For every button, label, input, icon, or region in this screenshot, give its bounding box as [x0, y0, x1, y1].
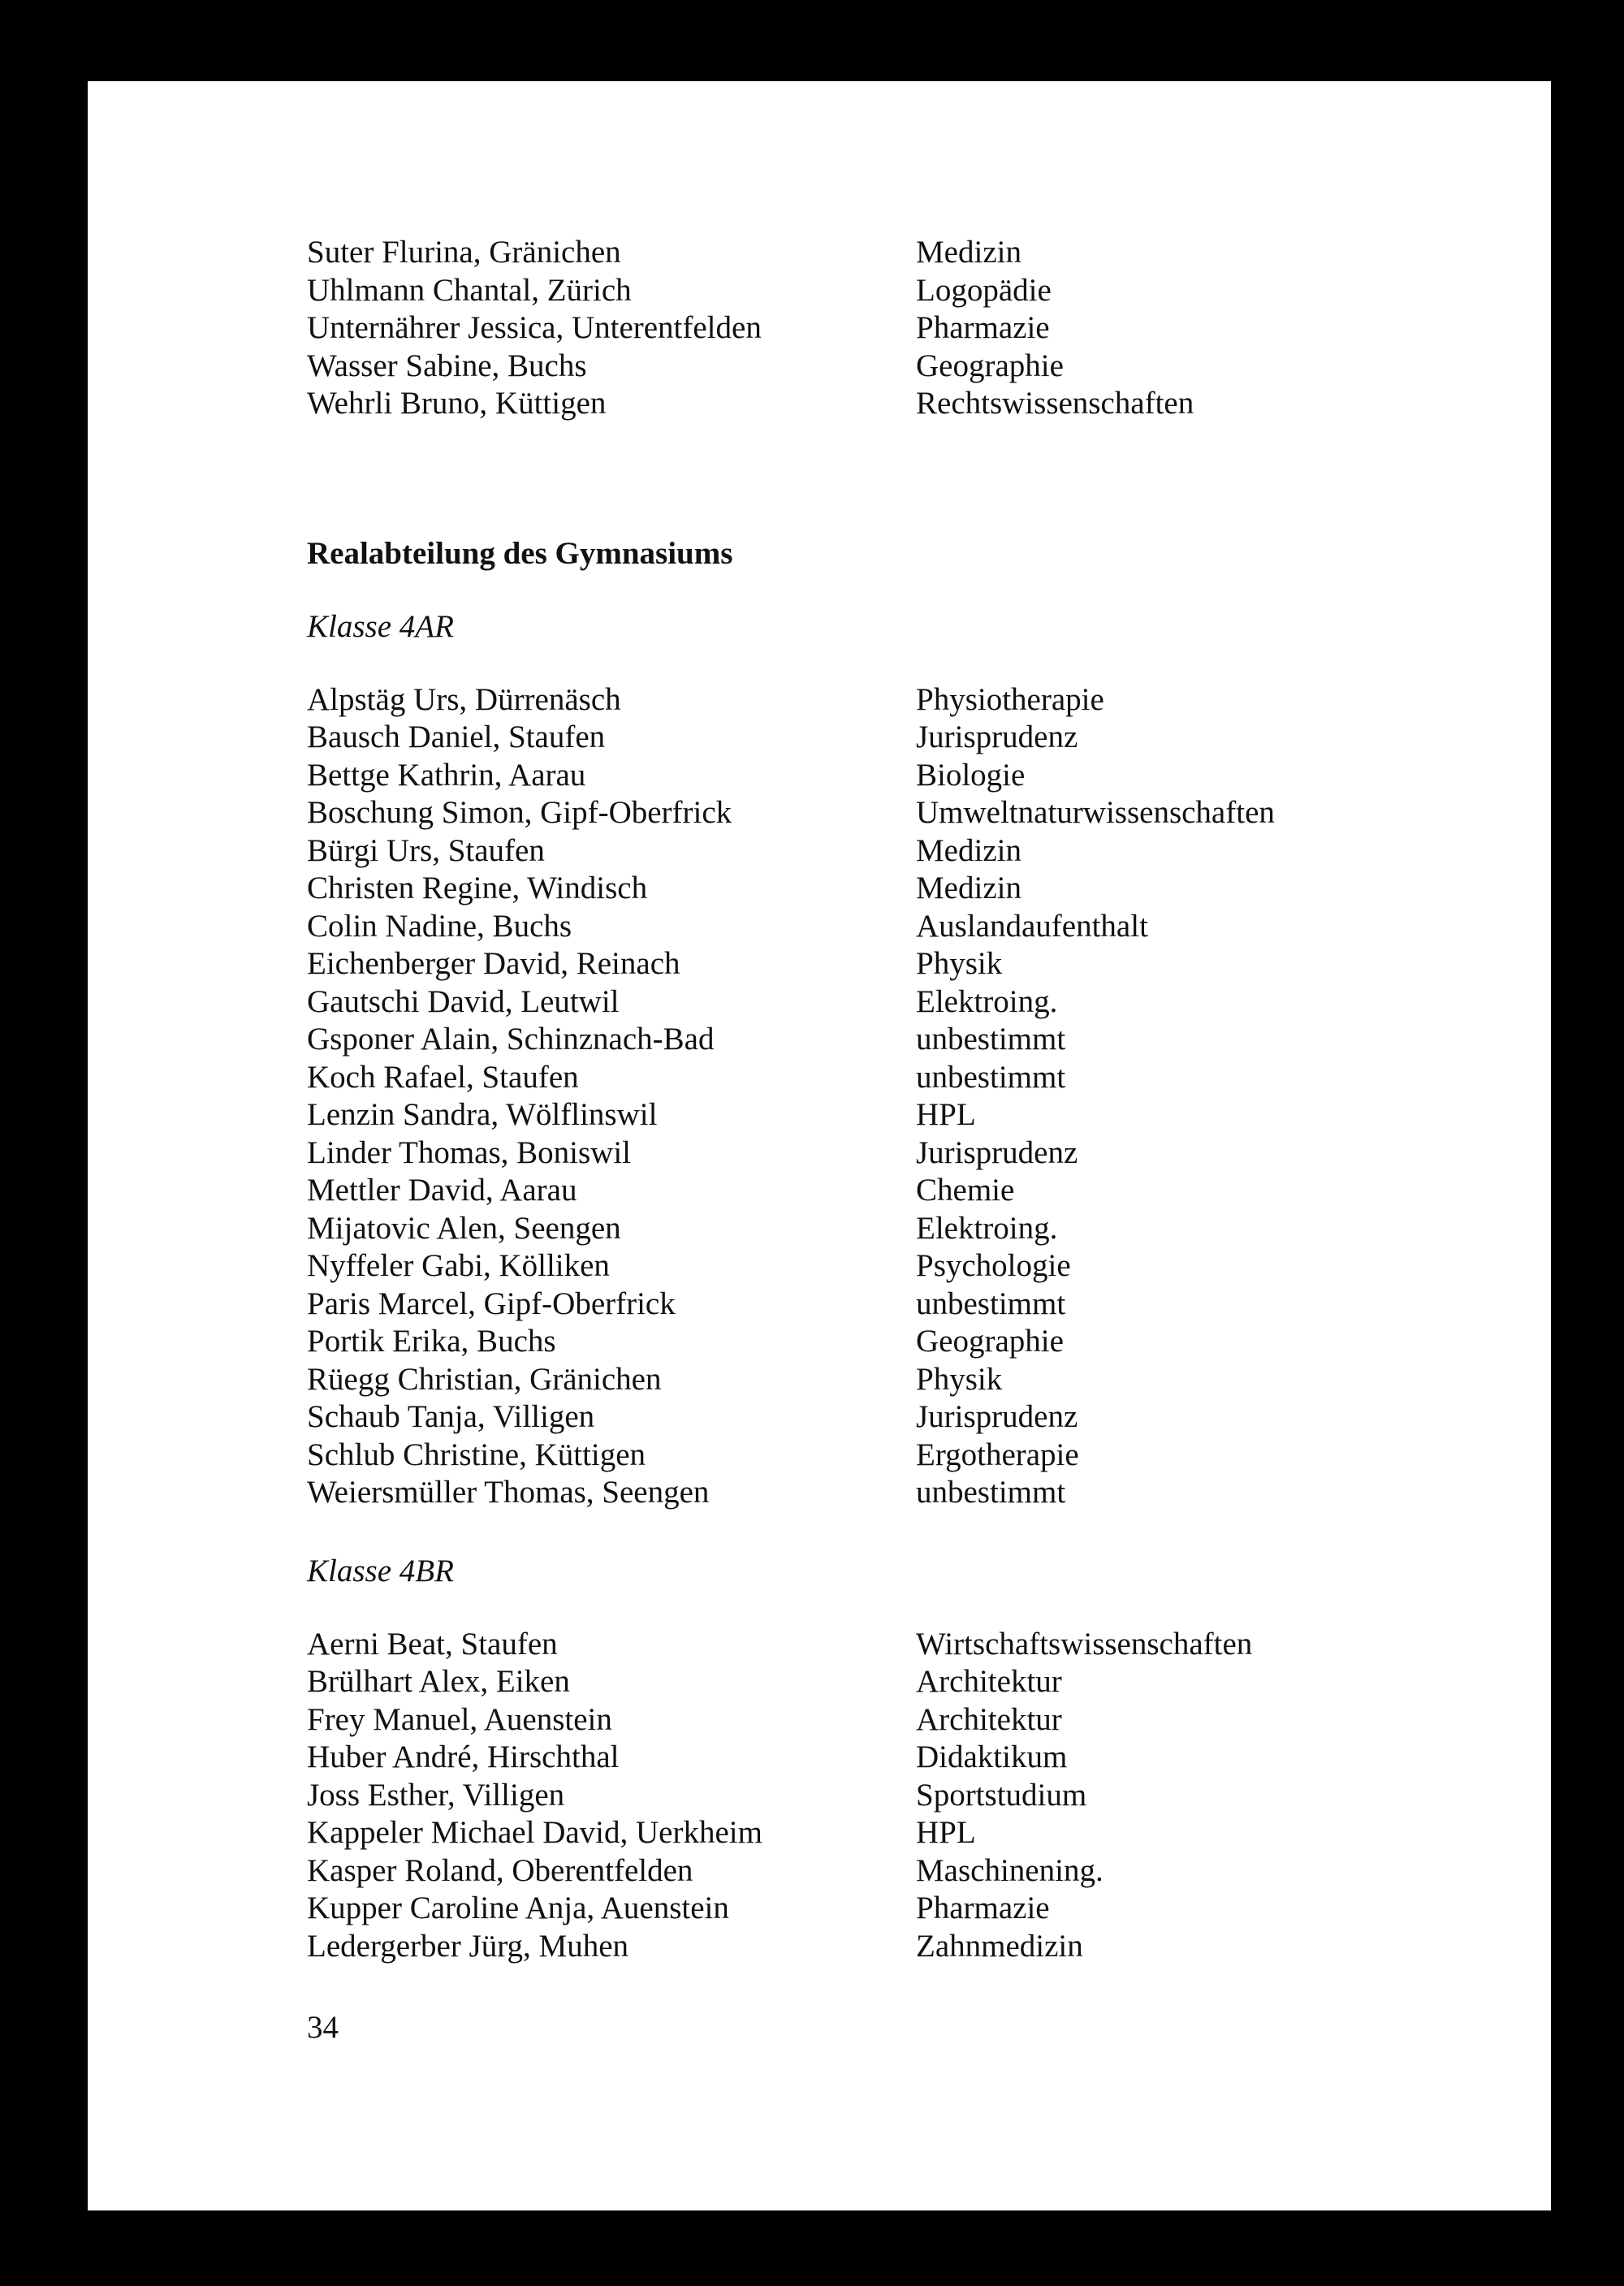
study-field: Jurisprudenz	[916, 720, 1078, 754]
list-item	[307, 1928, 1444, 1966]
list-item	[307, 1361, 1444, 1399]
study-field: Pharmazie	[916, 310, 1050, 345]
list-item	[307, 1437, 1444, 1475]
list-item	[307, 309, 1444, 348]
list-item	[307, 1890, 1444, 1928]
student-name: Bürgi Urs, Staufen	[307, 832, 545, 868]
list-item	[307, 1814, 1444, 1852]
list-item	[307, 234, 1444, 272]
list-item	[307, 1626, 1444, 1664]
study-field: Jurisprudenz	[916, 1399, 1078, 1434]
student-name: Alpstäg Urs, Dürrenäsch	[307, 681, 621, 717]
study-field: Rechtswissenschaften	[916, 386, 1194, 421]
list-item	[307, 719, 1444, 757]
list-item	[307, 832, 1444, 871]
student-name: Joss Esther, Villigen	[307, 1777, 565, 1813]
study-field: Ergotherapie	[916, 1437, 1079, 1472]
student-name: Linder Thomas, Boniswil	[307, 1134, 632, 1170]
study-field: Maschinening.	[916, 1852, 1104, 1888]
student-name: Suter Flurina, Gränichen	[307, 235, 621, 270]
student-name: Huber André, Hirschthal	[307, 1739, 620, 1774]
study-field: unbestimmt	[916, 1059, 1066, 1095]
study-field: Sportstudium	[916, 1777, 1087, 1813]
study-field: Logopädie	[916, 272, 1052, 308]
list-item	[307, 908, 1444, 946]
study-field: HPL	[916, 1815, 976, 1850]
document-page	[88, 81, 1551, 2210]
study-field: Geographie	[916, 348, 1064, 383]
student-name: Bettge Kathrin, Aarau	[307, 757, 586, 793]
student-name: Lenzin Sandra, Wölflinswil	[307, 1097, 658, 1132]
study-field: Biologie	[916, 757, 1026, 793]
student-name: Schaub Tanja, Villigen	[307, 1399, 595, 1434]
list-item	[307, 1398, 1444, 1437]
list-item	[307, 1134, 1444, 1173]
study-field: Psychologie	[916, 1248, 1071, 1283]
study-field: Chemie	[916, 1173, 1015, 1208]
page-number: 34	[307, 2010, 339, 2045]
page-content	[307, 234, 1444, 2046]
study-field: Physik	[916, 946, 1003, 981]
student-name: Ledergerber Jürg, Muhen	[307, 1928, 629, 1964]
list-item	[307, 983, 1444, 1022]
study-field: Geographie	[916, 1324, 1064, 1359]
class-4br-list	[307, 1626, 1444, 1966]
list-item	[307, 1247, 1444, 1286]
study-field: Elektroing.	[916, 983, 1058, 1019]
study-field: Zahnmedizin	[916, 1928, 1083, 1964]
list-item	[307, 348, 1444, 386]
student-name: Kappeler Michael David, Uerkheim	[307, 1815, 762, 1850]
list-item	[307, 1663, 1444, 1701]
graduate-list-continued	[307, 234, 1444, 423]
list-item	[307, 1739, 1444, 1777]
student-name: Mettler David, Aarau	[307, 1173, 577, 1208]
study-field: Didaktikum	[916, 1739, 1068, 1774]
section-heading: Realabteilung des Gymnasiums	[307, 535, 733, 571]
study-field: Medizin	[916, 871, 1021, 905]
study-field: HPL	[916, 1097, 976, 1132]
student-name: Brülhart Alex, Eiken	[307, 1664, 570, 1699]
list-item	[307, 1323, 1444, 1361]
list-item	[307, 1021, 1444, 1059]
study-field: Auslandaufenthalt	[916, 908, 1148, 944]
student-name: Eichenberger David, Reinach	[307, 946, 680, 981]
study-field: Architektur	[916, 1701, 1062, 1737]
class-4ar-list	[307, 681, 1444, 1512]
list-item	[307, 1701, 1444, 1739]
list-item	[307, 272, 1444, 310]
study-field: Medizin	[916, 235, 1021, 270]
student-name: Wasser Sabine, Buchs	[307, 348, 587, 383]
list-item	[307, 1172, 1444, 1210]
study-field: Architektur	[916, 1664, 1062, 1699]
student-name: Aerni Beat, Staufen	[307, 1626, 558, 1662]
list-item	[307, 1059, 1444, 1097]
list-item	[307, 1474, 1444, 1512]
study-field: Wirtschaftswissenschaften	[916, 1626, 1253, 1662]
list-item	[307, 1777, 1444, 1815]
student-name: Bausch Daniel, Staufen	[307, 720, 606, 754]
study-field: Physik	[916, 1361, 1003, 1397]
study-field: Pharmazie	[916, 1891, 1050, 1925]
student-name: Colin Nadine, Buchs	[307, 908, 572, 944]
student-name: Portik Erika, Buchs	[307, 1324, 556, 1359]
student-name: Nyffeler Gabi, Kölliken	[307, 1248, 610, 1283]
list-item	[307, 757, 1444, 795]
study-field: Umweltnaturwissenschaften	[916, 795, 1275, 830]
list-item	[307, 1210, 1444, 1248]
student-name: Weiersmüller Thomas, Seengen	[307, 1475, 710, 1510]
study-field: unbestimmt	[916, 1286, 1066, 1321]
list-item	[307, 1096, 1444, 1134]
student-name: Paris Marcel, Gipf-Oberfrick	[307, 1286, 676, 1321]
study-field: unbestimmt	[916, 1022, 1066, 1057]
study-field: Medizin	[916, 832, 1021, 868]
student-name: Unternährer Jessica, Unterentfelden	[307, 310, 762, 345]
student-name: Mijatovic Alen, Seengen	[307, 1210, 621, 1246]
student-name: Gautschi David, Leutwil	[307, 983, 620, 1019]
student-name: Uhlmann Chantal, Zürich	[307, 272, 632, 308]
student-name: Kupper Caroline Anja, Auenstein	[307, 1891, 729, 1925]
student-name: Wehrli Bruno, Küttigen	[307, 386, 607, 421]
student-name: Koch Rafael, Staufen	[307, 1059, 579, 1095]
list-item	[307, 1852, 1444, 1891]
student-name: Kasper Roland, Oberentfelden	[307, 1852, 693, 1888]
student-name: Boschung Simon, Gipf-Oberfrick	[307, 795, 732, 830]
student-name: Gsponer Alain, Schinznach-Bad	[307, 1022, 715, 1057]
student-name: Schlub Christine, Küttigen	[307, 1437, 646, 1472]
student-name: Frey Manuel, Auenstein	[307, 1701, 612, 1737]
student-name: Rüegg Christian, Gränichen	[307, 1361, 662, 1397]
list-item	[307, 794, 1444, 832]
class-heading-4ar: Klasse 4AR	[307, 608, 454, 644]
study-field: unbestimmt	[916, 1475, 1066, 1510]
student-name: Christen Regine, Windisch	[307, 871, 648, 905]
list-item	[307, 1286, 1444, 1324]
study-field: Jurisprudenz	[916, 1134, 1078, 1170]
list-item	[307, 945, 1444, 983]
list-item	[307, 681, 1444, 720]
list-item	[307, 385, 1444, 423]
study-field: Physiotherapie	[916, 681, 1104, 717]
list-item	[307, 870, 1444, 908]
study-field: Elektroing.	[916, 1210, 1058, 1246]
class-heading-4br: Klasse 4BR	[307, 1553, 454, 1588]
